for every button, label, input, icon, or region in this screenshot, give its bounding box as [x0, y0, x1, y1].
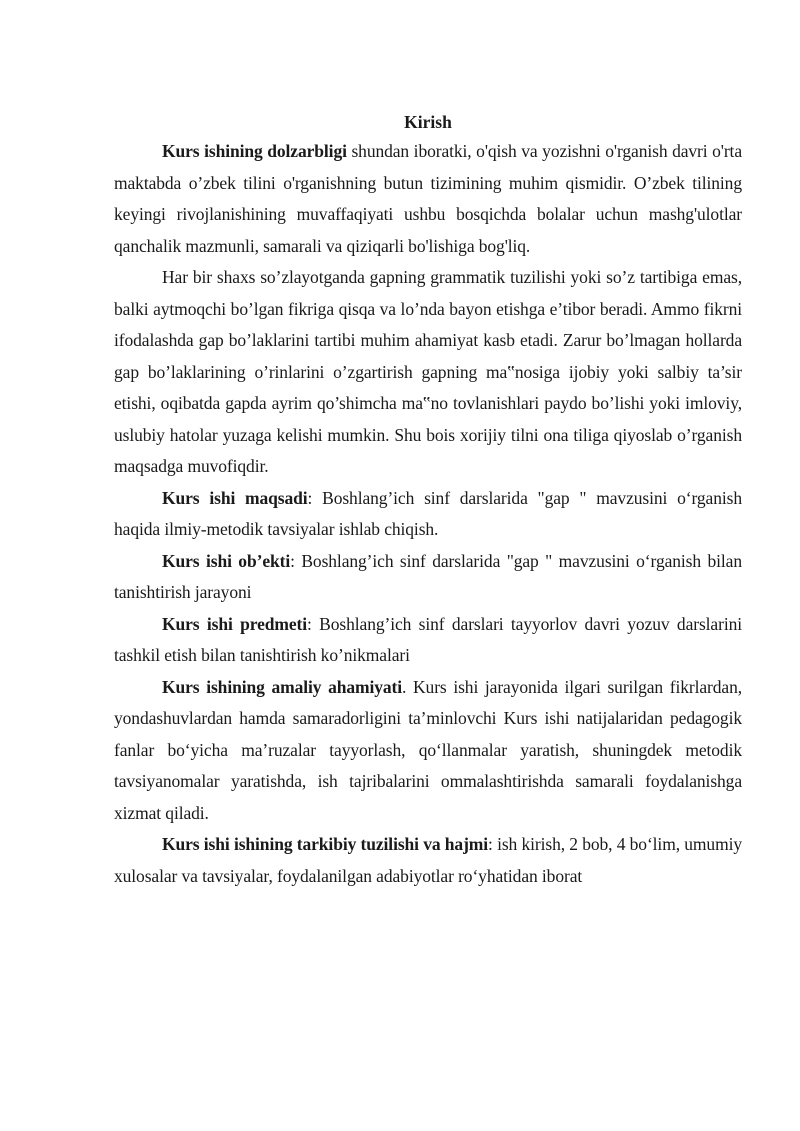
paragraph-heading: Kurs ishi ishining tarkibiy tuzilishi va hajmi: [162, 834, 489, 854]
paragraph-heading: Kurs ishi maqsadi: [162, 487, 308, 508]
paragraph-gap-tartibi: [114, 262, 742, 483]
paragraph-text: : Boshlang’ich sinf darslarida "gap " mavzusini o‘rganish haqida ilmiy-metodik tavsiyalar ishlab chiqish.: [114, 487, 742, 539]
paragraph-text: : ish kirish, 2 bob, 4 bo‘lim, umumiy xulosalar va tavsiyalar, foydalanilgan adabiyotlar ro‘yhatidan iborat: [114, 834, 742, 886]
paragraph-text: shundan iboratki, o'qish va yozishni o'rganish davri o'rta maktabda o’zbek tilini o'rganishning butun tizimining muhim qismidir. O’zbek tilining keyingi rivojlanishining muvaffaqiyati ushbu bosqichda bolalar uchun mashg'ulotlar qanchalik mazmunli, samarali va qiziqarli bo'lishiga bog'liq.: [114, 141, 742, 256]
paragraph-tarkibiy-tuzilishi: [114, 829, 742, 892]
paragraph-obekti: [114, 546, 742, 609]
paragraph-text: Har bir shaxs so’zlayotganda gapning grammatik tuzilishi yoki so’z tartibiga emas, balki aytmoqchi bo’lgan fikriga qisqa va lo’nda bayon etishga e’tibor beradi. Ammo fikrni ifodalashda gap bo’laklarini tartibi muhim ahamiyat kasb etadi. Zarur bo’lmagan hollarda gap bo’laklarining o’rinlarini o’zgartirish gapning ma‟nosiga ijobiy yoki salbiy ta’sir etishi, oqibatda gapda ayrim qo’shimcha ma‟no tovlanishlari paydo bo’lishi yoki imloviy, uslubiy hatolar yuzaga kelishi mumkin. Shu bois xorijiy tilni ona tiliga qiyoslab o’rganish maqsadga muvofiqdir.: [114, 267, 742, 476]
paragraph-heading: Kurs ishi predmeti: [162, 613, 308, 634]
paragraph-heading: Kurs ishi ob’ekti: [162, 550, 291, 571]
paragraph-maqsadi: [114, 483, 742, 546]
paragraph-heading: Kurs ishining amaliy ahamiyati: [162, 676, 403, 697]
paragraph-text: . Kurs ishi jarayonida ilgari surilgan fikrlardan, yondashuvlardan hamda samaradorligini ta’minlovchi Kurs ishi natijalaridan pedagogik fanlar bo‘yicha ma’ruzalar tayyorlash, qo‘llanmalar yaratish, shuningdek metodik tavsiyanomalar yaratishda, ish tajribalarini ommalashtirishda samarali foydalanishga xizmat qiladi.: [114, 676, 742, 823]
paragraph-heading: Kurs ishining dolzarbligi: [162, 141, 347, 161]
paragraph-predmeti: [114, 609, 742, 672]
document-page: [114, 108, 742, 892]
paragraph-text: : Boshlang’ich sinf darslarida "gap " mavzusini o‘rganish bilan tanishtirish jarayoni: [114, 550, 742, 602]
paragraph-dolzarbligi: [114, 136, 742, 262]
paragraph-text: : Boshlang’ich sinf darslari tayyorlov davri yozuv darslarini tashkil etish bilan tanishtirish ko’nikmalari: [114, 613, 743, 665]
document-title: Kirish: [404, 112, 452, 132]
paragraph-amaliy-ahamiyati: [114, 672, 742, 830]
